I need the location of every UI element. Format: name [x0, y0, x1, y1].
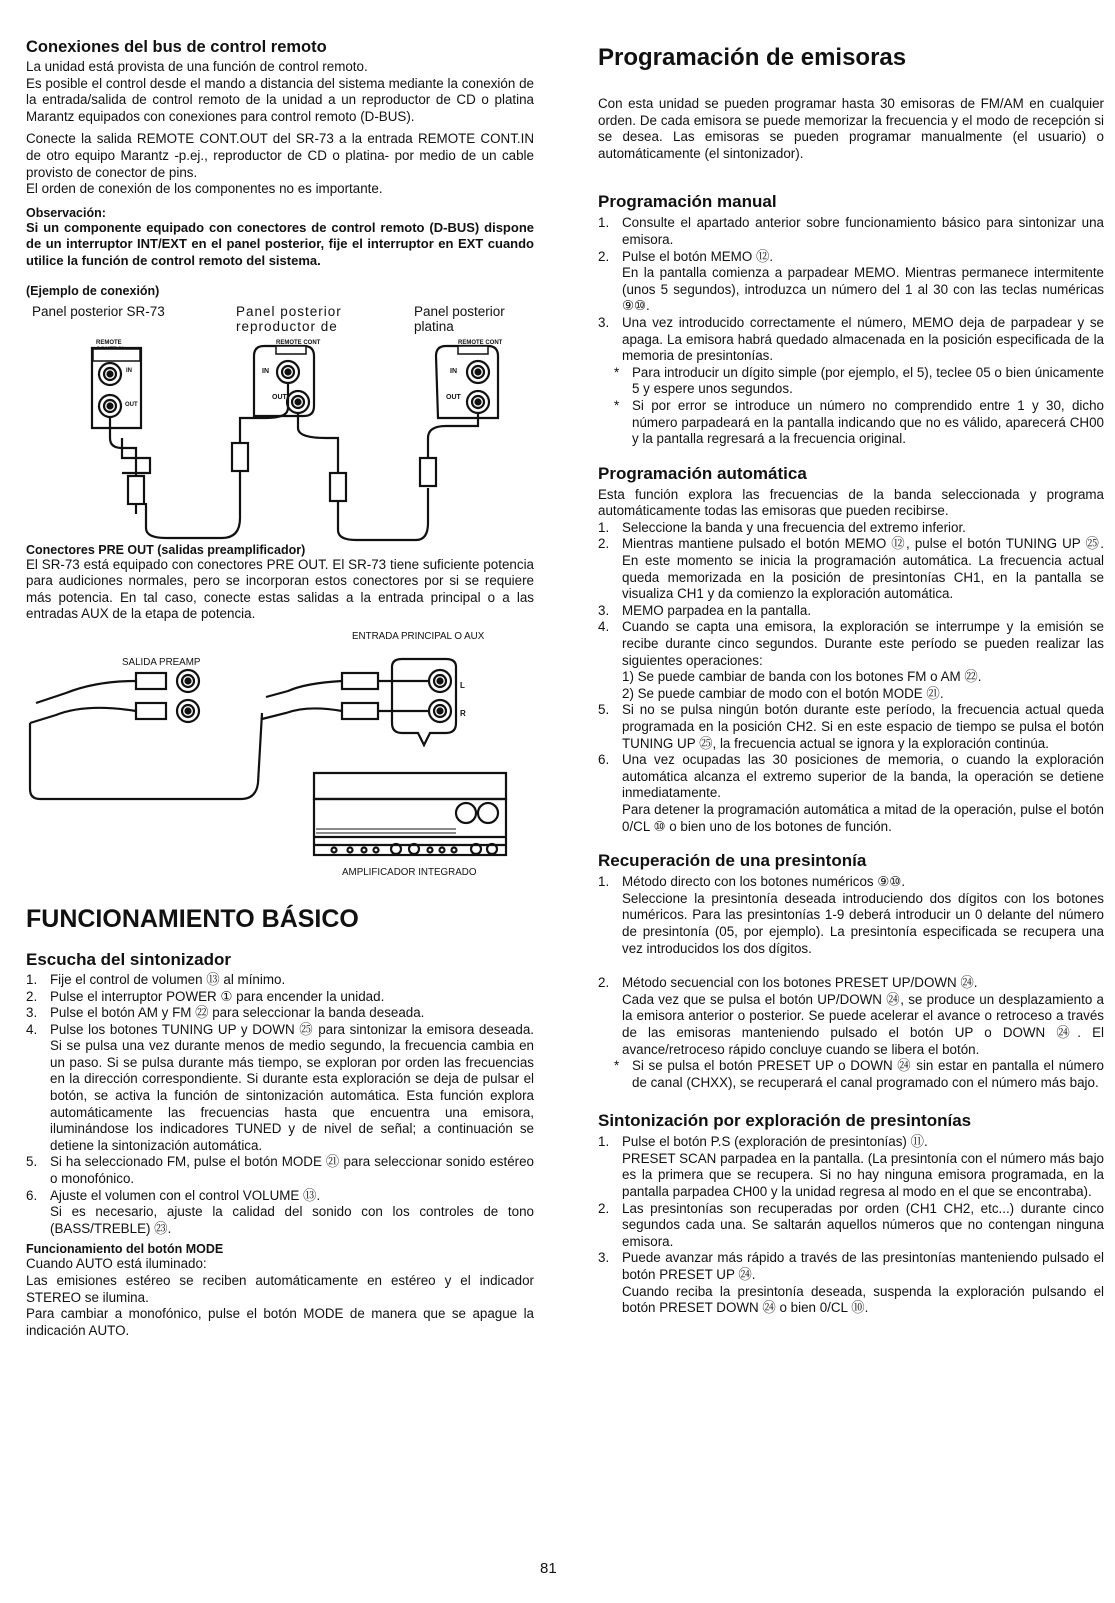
auto-step: 2. Mientras mantiene pulsado el botón MEMO ⑫, pulse el botón TUNING UP ㉕. En este momento se inicia la programación automática. La frecuencia actual queda memorizada en la posición de presintonías CH1, en la pantalla se visualiza CH1 y da comienzo la exploración automática.	[598, 536, 1104, 602]
auto-step: 4. Cuando se capta una emisora, la exploración se interrumpe y la emisión se recibe durante cinco segundos. Durante este período se pueden realizar las siguientes operaciones:	[598, 619, 1104, 668]
manual-step: 1. Consulte el apartado anterior sobre funcionamiento básico para sintonizar una emisora.	[598, 215, 1104, 247]
example-title: (Ejemplo de conexión)	[26, 283, 160, 298]
preout-connection-diagram	[26, 623, 534, 881]
scan-steps	[598, 1134, 1104, 1151]
tuner-step: 2. Pulse el interruptor POWER ① para encender la unidad.	[26, 988, 385, 1004]
jack-label-out-sr73: OUT	[125, 401, 138, 408]
step6-cont: Si es necesario, ajuste la calidad del sonido con los controles de tono (BASS/TREBLE) ㉓.	[50, 1204, 534, 1236]
scan-s1-cont: PRESET SCAN parpadea en la pantalla. (La presintonía con el número más bajo es la primera que se recupera. Si no hay ninguna emisora programada, en la pantalla parpadea CH00 y la unidad regresa al modo en el que se encontraba).	[622, 1150, 1104, 1200]
manual-step: 2. Pulse el botón MEMO ⑫.	[598, 248, 774, 264]
jack-label-out-deck: OUT	[446, 393, 461, 401]
scan-steps-b	[598, 1201, 1104, 1284]
manual-step: 3. Una vez introducido correctamente el número, MEMO deja de parpadear y se apaga. La emisora habrá quedado almacenada en la posición especificada de la memoria de presintonías.	[598, 314, 1104, 364]
observation-text: Si un componente equipado con conectores de control remoto (D-BUS) dispone de un interruptor INT/EXT en el panel posterior, fije el interruptor en EXT cuando utilice la función de control remoto del sistema.	[26, 219, 534, 268]
tuner-step: 4. Pulse los botones TUNING UP y DOWN ㉕ para sintonizar la emisora deseada. Si se pulsa una vez durante menos de medio segundo, la frecuencia cambia en un paso. Si se pulsa durante más tiempo, se exploran por orden las frecuencias en la dirección correspondiente. Si durante esta exploración se deja de pulsar el botón, se activa la función de sintonización automática. Esta función explora automáticamente las frecuencias hasta que encuentra una emisora, iluminándose los indicadores TUNED y de nivel de señal; a continuación se detiene la sintonización automática.	[26, 1021, 534, 1153]
recall-steps	[598, 874, 1104, 891]
observation-title: Observación:	[26, 205, 106, 220]
auto-s4a: 1) Se puede cambiar de banda con los botones FM o AM ㉒.	[622, 669, 982, 685]
mode-p3: Para cambiar a monofónico, pulse el botón MODE de manera que se apague la indicación AUTO.	[26, 1306, 534, 1338]
auto-step: 6. Una vez ocupadas las 30 posiciones de memoria, o cuando la exploración automática alcanza el extremo superior de la banda, la operación se detiene inmediatamente.	[598, 752, 1104, 801]
recall-steps-b	[598, 975, 1104, 992]
recall-s2-cont: Cada vez que se pulsa el botón UP/DOWN ㉔, se produce un desplazamiento a la emisora anterior o posterior. Se puede acelerar el avance o retroceso a través de las emisoras manteniendo pulsado el botón UP o DOWN ㉔. El avance/retroceso rápido concluye cuando se libera el botón.	[622, 991, 1104, 1057]
tuner-step: 5. Si ha seleccionado FM, pulse el botón MODE ㉑ para seleccionar sonido estéreo o monofónico.	[26, 1154, 534, 1187]
mode-p2: Las emisiones estéreo se reciben automáticamente en estéreo y el indicador STEREO se ilumina.	[26, 1273, 534, 1305]
scan-step: 3. Puede avanzar más rápido a través de las presintonías manteniendo pulsado el botón PRESET UP ㉔.	[598, 1250, 1104, 1283]
mode-title: Funcionamiento del botón MODE	[26, 1242, 224, 1257]
left-column	[26, 38, 534, 1339]
scan-s3-cont: Cuando reciba la presintonía deseada, suspenda la exploración pulsando el botón PRESET DOWN ㉔ o bien 0/CL ⑩.	[622, 1283, 1104, 1316]
recall-note: * Si se pulsa el botón PRESET UP o DOWN ㉔ sin estar en pantalla el número de canal (CHXX), se recuperará el canal programado con el número más bajo.	[614, 1058, 1104, 1090]
preout-title: Conectores PRE OUT (salidas preamplificador)	[26, 542, 306, 557]
manual-note-1: * Para introducir un dígito simple (por ejemplo, el 5), teclee 05 o bien únicamente 5 y espere unos segundos.	[614, 364, 1104, 397]
remote-bus-p2: Es posible el control desde el mando a distancia del sistema mediante la conexión de la entrada/salida de control remoto de la unidad a un reproductor de CD o platina Marantz equipados con conexiones para control remoto (D-BUS).	[26, 75, 534, 124]
remote-diagram-graphic	[26, 298, 534, 543]
manual-steps-b	[598, 315, 1104, 365]
page-number: 81	[540, 1560, 557, 1577]
remote-bus-p1: La unidad está provista de una función de control remoto.	[26, 59, 368, 74]
label-sr73: Panel posterior SR-73	[32, 303, 165, 319]
jack-r: R	[460, 708, 466, 718]
auto-step: 3. MEMO parpadea en la pantalla.	[598, 602, 812, 618]
label-entrada: ENTRADA PRINCIPAL O AUX	[352, 630, 485, 642]
label-deck: Panel posterior platina	[414, 303, 505, 334]
label-amp: AMPLIFICADOR INTEGRADO	[342, 866, 477, 878]
preout-diagram-graphic	[26, 623, 534, 881]
preout-text: El SR-73 está equipado con conectores PRE OUT. El SR-73 tiene suficiente potencia para audiciones normales, pero se incorporan estos conectores por si se requiere más potencia. En tal caso, conecte estas salidas a la entrada principal o a las entradas AUX de la etapa de potencia.	[26, 556, 534, 622]
recall-step: 1. Método directo con los botones numéricos ⑨⑩.	[598, 874, 906, 890]
jack-l: L	[460, 680, 465, 690]
auto-intro: Esta función explora las frecuencias de la banda seleccionada y programa automáticamente todas las emisoras que pueden recibirse.	[598, 486, 1104, 519]
auto-s4b: 2) Se puede cambiar de modo con el botón MODE ㉑.	[622, 685, 944, 701]
manual-title: Programación manual	[598, 192, 777, 212]
remote-bus-p4: El orden de conexión de los componentes no es importante.	[26, 181, 383, 197]
prog-title: Programación de emisoras	[598, 44, 907, 71]
remote-bus-title: Conexiones del bus de control remoto	[26, 38, 327, 56]
auto-steps-b	[598, 702, 1104, 802]
manual-note-2: * Si por error se introduce un número no comprendido entre 1 y 30, dicho número parpadeará en la pantalla indicando que no es válido, aparecerá CH00 y la pantalla regresará a la frecuencia original.	[614, 397, 1104, 447]
remote-bus-p3: Conecte la salida REMOTE CONT.OUT del SR-73 a la entrada REMOTE CONT.IN de otro equipo Marantz -p.ej., reproductor de CD o platina- por medio de un cable provisto de conector de pins.	[26, 131, 534, 180]
tuner-step: 1. Fije el control de volumen ⑬ al mínimo.	[26, 971, 286, 987]
tuner-steps	[26, 972, 534, 1204]
auto-step: 1. Seleccione la banda y una frecuencia del extremo inferior.	[598, 519, 966, 535]
manual-s2-cont: En la pantalla comienza a parpadear MEMO. Mientras permanece intermitente (unos 5 segundos), introduzca un número del 1 al 30 con las teclas numéricas ⑨⑩.	[622, 265, 1104, 314]
scan-step: 1. Pulse el botón P.S (exploración de presintonías) ⑪.	[598, 1134, 928, 1150]
auto-s6-cont: Para detener la programación automática a mitad de la operación, pulse el botón 0/CL ⑩ o bien uno de los botones de función.	[622, 801, 1104, 834]
jack-label-in-player: IN	[262, 367, 269, 375]
prog-intro: Con esta unidad se pueden programar hasta 30 emisoras de FM/AM en cualquier orden. De cada emisora se puede memorizar la frecuencia y el modo de recepción si se desea. Las emisoras se pueden programar manualmente (el usuario) o automáticamente (el sintonizador).	[598, 96, 1104, 161]
jack-label-remote-cont-player: REMOTE CONT	[276, 339, 321, 346]
recall-s1-cont: Seleccione la presintonía deseada introduciendo dos dígitos con los botones numéricos. Para las presintonías 1-9 deberá introducir un 0 delante del número de presintonía (05, por ejemplo). La presintonía especificada se recupera una vez introducidos los dos dígitos.	[622, 890, 1104, 956]
jack-label-in-sr73: IN	[126, 367, 132, 374]
basic-operation-title: FUNCIONAMIENTO BÁSICO	[26, 904, 359, 933]
scan-title: Sintonización por exploración de presintonías	[598, 1111, 972, 1131]
label-player: Panel posterior reproductor de	[236, 303, 342, 334]
recall-step: 2. Método secuencial con los botones PRESET UP/DOWN ㉔.	[598, 975, 978, 991]
jack-label-out-player: OUT	[272, 393, 287, 401]
auto-steps	[598, 520, 1104, 669]
label-salida: SALIDA PREAMP	[122, 656, 201, 668]
tuner-title: Escucha del sintonizador	[26, 949, 231, 969]
scan-step: 2. Las presintonías son recuperadas por orden (CH1 CH2, etc...) durante cinco segundos cada una. Se saltarán aquellos números que no contengan ninguna emisora.	[598, 1200, 1104, 1249]
auto-step: 5. Si no se pulsa ningún botón durante este período, la frecuencia actual queda programada en la posición CH2. Si en este espacio de tiempo se pulsa el botón TUNING UP ㉕, la frecuencia actual se ignora y la exploración continúa.	[598, 702, 1104, 751]
jack-label-remote-cont-deck: REMOTE CONT	[458, 339, 503, 346]
jack-label-remote-control: REMOTE	[96, 339, 122, 346]
manual-steps	[598, 215, 1104, 265]
tuner-step: 6. Ajuste el volumen con el control VOLUME ⑬.	[26, 1187, 321, 1203]
auto-title: Programación automática	[598, 463, 807, 483]
jack-label-in-deck: IN	[450, 367, 457, 375]
remote-connection-diagram	[26, 298, 534, 543]
mode-p1: Cuando AUTO está iluminado:	[26, 1256, 207, 1272]
tuner-step: 3. Pulse el botón AM y FM ㉒ para seleccionar la banda deseada.	[26, 1005, 425, 1021]
right-column	[598, 44, 1104, 1317]
recall-title: Recuperación de una presintonía	[598, 851, 867, 871]
